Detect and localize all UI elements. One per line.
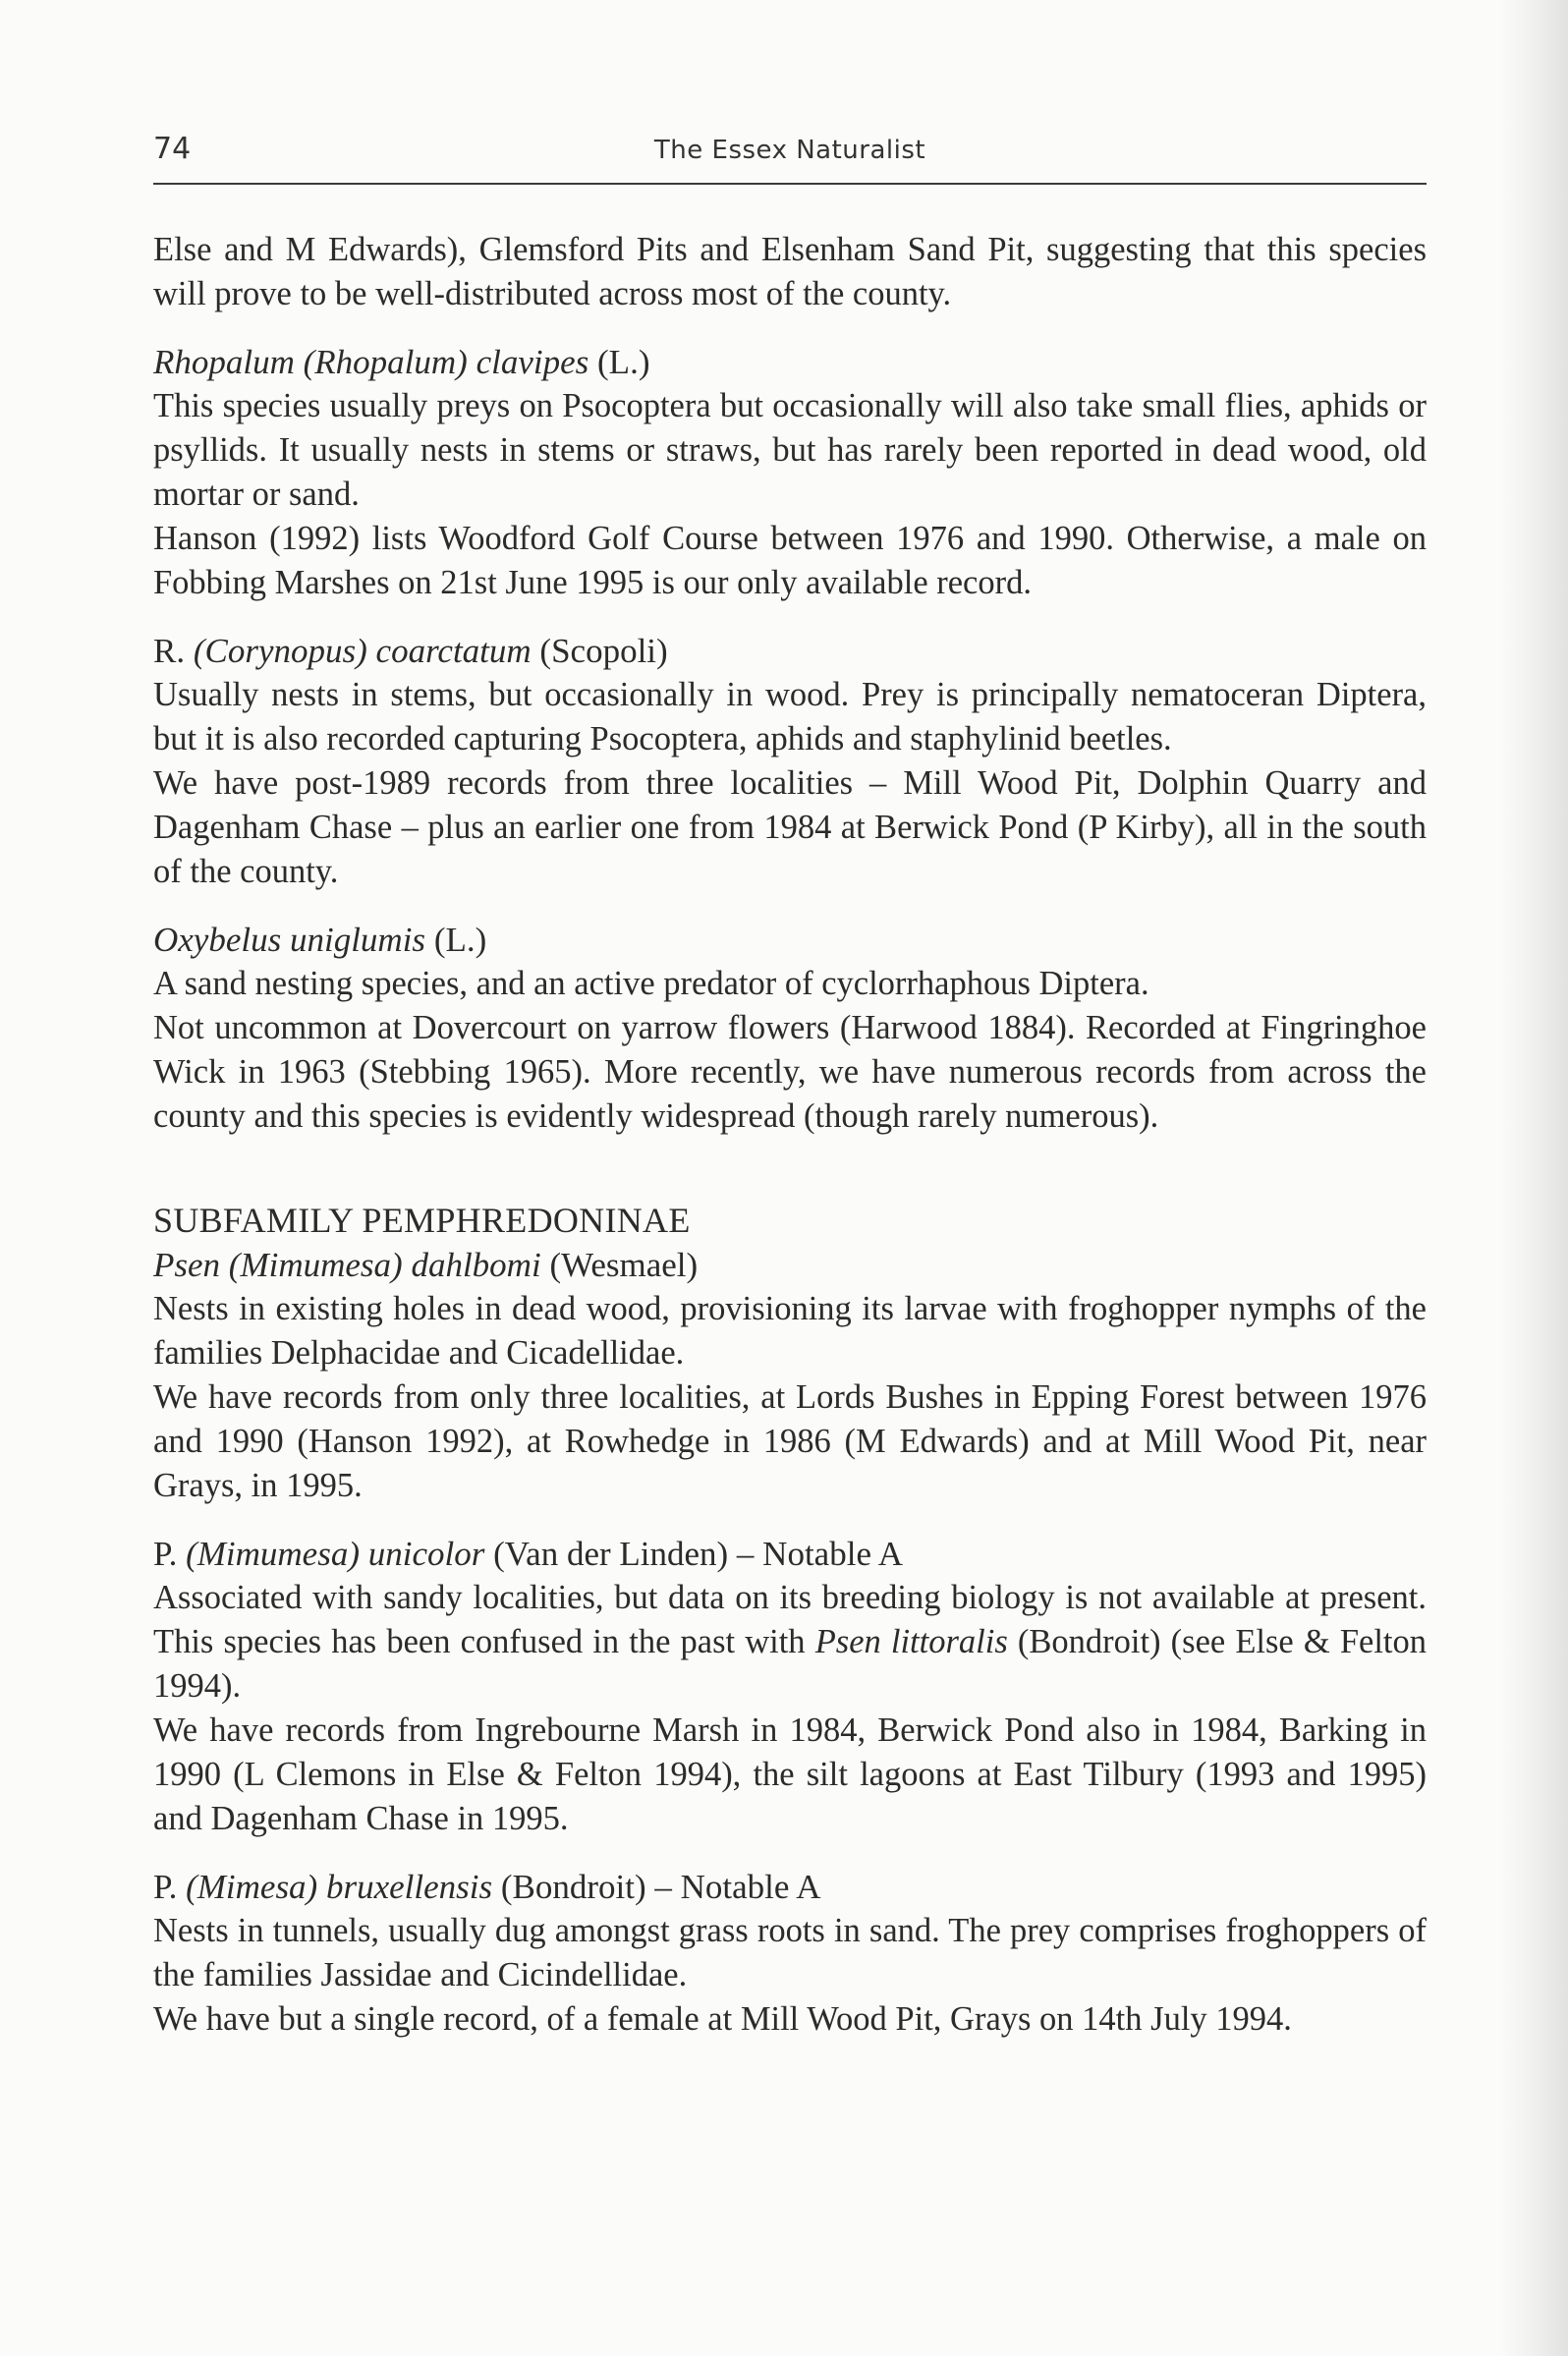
species-description: This species usually preys on Psocoptera but occasionally will also take small flies, aphids or psyllids. It usually nests in stems or straws, but has rarely been reported in dead wood, old mortar or sand. xyxy=(153,387,1427,513)
species-heading xyxy=(153,1243,1427,1287)
page-edge-shadow xyxy=(1499,0,1568,2356)
genus-name: Oxybelus xyxy=(153,921,282,959)
species-heading xyxy=(153,629,1427,673)
subgenus-name: (Corynopus) xyxy=(193,632,367,670)
description-text: Associated with sandy localities, but data on its breeding biology is not available at present. This species has been confused in the past with xyxy=(153,1579,1427,1660)
species-name: coarctatum xyxy=(375,632,532,670)
species-entry-p-bruxellensis xyxy=(153,1865,1427,2042)
species-records: We have records from only three localities, at Lords Bushes in Epping Forest between 1976 and 1990 (Hanson 1992), at Rowhedge in 1986 (M Edwards) and at Mill Wood Pit, near Grays, in 1995. xyxy=(153,1378,1427,1504)
subgenus-name: (Rhopalum) xyxy=(303,343,468,381)
species-entry-psen-dahlbomi xyxy=(153,1243,1427,1508)
genus-name: P. xyxy=(153,1535,178,1573)
species-description: A sand nesting species, and an active predator of cyclorrhaphous Diptera. xyxy=(153,965,1149,1002)
species-author: (Bondroit) – Notable A xyxy=(500,1868,821,1906)
page-number: 74 xyxy=(153,132,192,166)
species-records: Hanson (1992) lists Woodford Golf Course between 1976 and 1990. Otherwise, a male on Fobbing Marshes on 21st June 1995 is our only available record. xyxy=(153,520,1427,601)
header-rule xyxy=(153,183,1427,185)
species-heading xyxy=(153,1865,1427,1909)
intro-paragraph: Else and M Edwards), Glemsford Pits and Elsenham Sand Pit, suggesting that this species will prove to be well-distributed across most of the county. xyxy=(153,231,1427,312)
species-records: Not uncommon at Dovercourt on yarrow flowers (Harwood 1884). Recorded at Fingringhoe Wick in 1963 (Stebbing 1965). More recently, we have numerous records from across the county and this species is evidently widespread (though rarely numerous). xyxy=(153,1009,1427,1135)
species-entry-p-unicolor xyxy=(153,1532,1427,1841)
genus-name: Psen xyxy=(153,1246,221,1284)
species-description: Nests in tunnels, usually dug amongst grass roots in sand. The prey comprises froghoppers of the families Jassidae and Cicindellidae. xyxy=(153,1912,1427,1993)
species-records: We have records from Ingrebourne Marsh in 1984, Berwick Pond also in 1984, Barking in 1990 (L Clemons in Else & Felton 1994), the silt lagoons at East Tilbury (1993 and 1995) and Dagenham Chase in 1995. xyxy=(153,1711,1427,1837)
species-name: dahlbomi xyxy=(411,1246,541,1284)
species-description: Usually nests in stems, but occasionally in wood. Prey is principally nematoceran Diptera, but it is also recorded capturing Psocoptera, aphids and staphylinid beetles. xyxy=(153,676,1427,757)
species-author: (Wesmael) xyxy=(549,1246,699,1284)
species-entry-rhopalum-clavipes xyxy=(153,340,1427,605)
genus-name: P. xyxy=(153,1868,178,1906)
species-author: (L.) xyxy=(433,921,487,959)
page-header xyxy=(153,126,1427,183)
species-heading xyxy=(153,918,1427,962)
species-description xyxy=(153,1576,1427,1709)
running-title: The Essex Naturalist xyxy=(653,136,926,165)
subgenus-name: (Mimumesa) xyxy=(228,1246,403,1284)
species-description: Nests in existing holes in dead wood, provisioning its larvae with froghopper nymphs of the families Delphacidae and Cicadellidae. xyxy=(153,1290,1427,1372)
species-records: We have but a single record, of a female at Mill Wood Pit, Grays on 14th July 1994. xyxy=(153,2000,1292,2038)
cited-species-name: Psen littoralis xyxy=(814,1623,1008,1660)
species-name: bruxellensis xyxy=(325,1868,493,1906)
species-entry-oxybelus-uniglumis xyxy=(153,918,1427,1139)
species-name: unicolor xyxy=(367,1535,485,1573)
species-author: (Scopoli) xyxy=(539,632,668,670)
species-name: uniglumis xyxy=(289,921,426,959)
species-name: clavipes xyxy=(476,343,589,381)
species-heading xyxy=(153,340,1427,384)
subfamily-heading: SUBFAMILY PEMPHREDONINAE xyxy=(153,1201,691,1240)
subgenus-name: (Mimumesa) xyxy=(186,1535,360,1573)
genus-name: R. xyxy=(153,632,186,670)
article-body xyxy=(153,228,1427,2042)
subgenus-name: (Mimesa) xyxy=(186,1868,318,1906)
species-records: We have post-1989 records from three localities – Mill Wood Pit, Dolphin Quarry and Dagenham Chase – plus an earlier one from 1984 at Berwick Pond (P Kirby), all in the south of the county. xyxy=(153,764,1427,890)
genus-name: Rhopalum xyxy=(153,343,295,381)
description-text: (Bondroit) (see Else & Felton 1994). xyxy=(153,1623,1427,1705)
species-entry-r-coarctatum xyxy=(153,629,1427,894)
species-author: (Van der Linden) – Notable A xyxy=(493,1535,904,1573)
species-author: (L.) xyxy=(597,343,650,381)
species-heading xyxy=(153,1532,1427,1576)
